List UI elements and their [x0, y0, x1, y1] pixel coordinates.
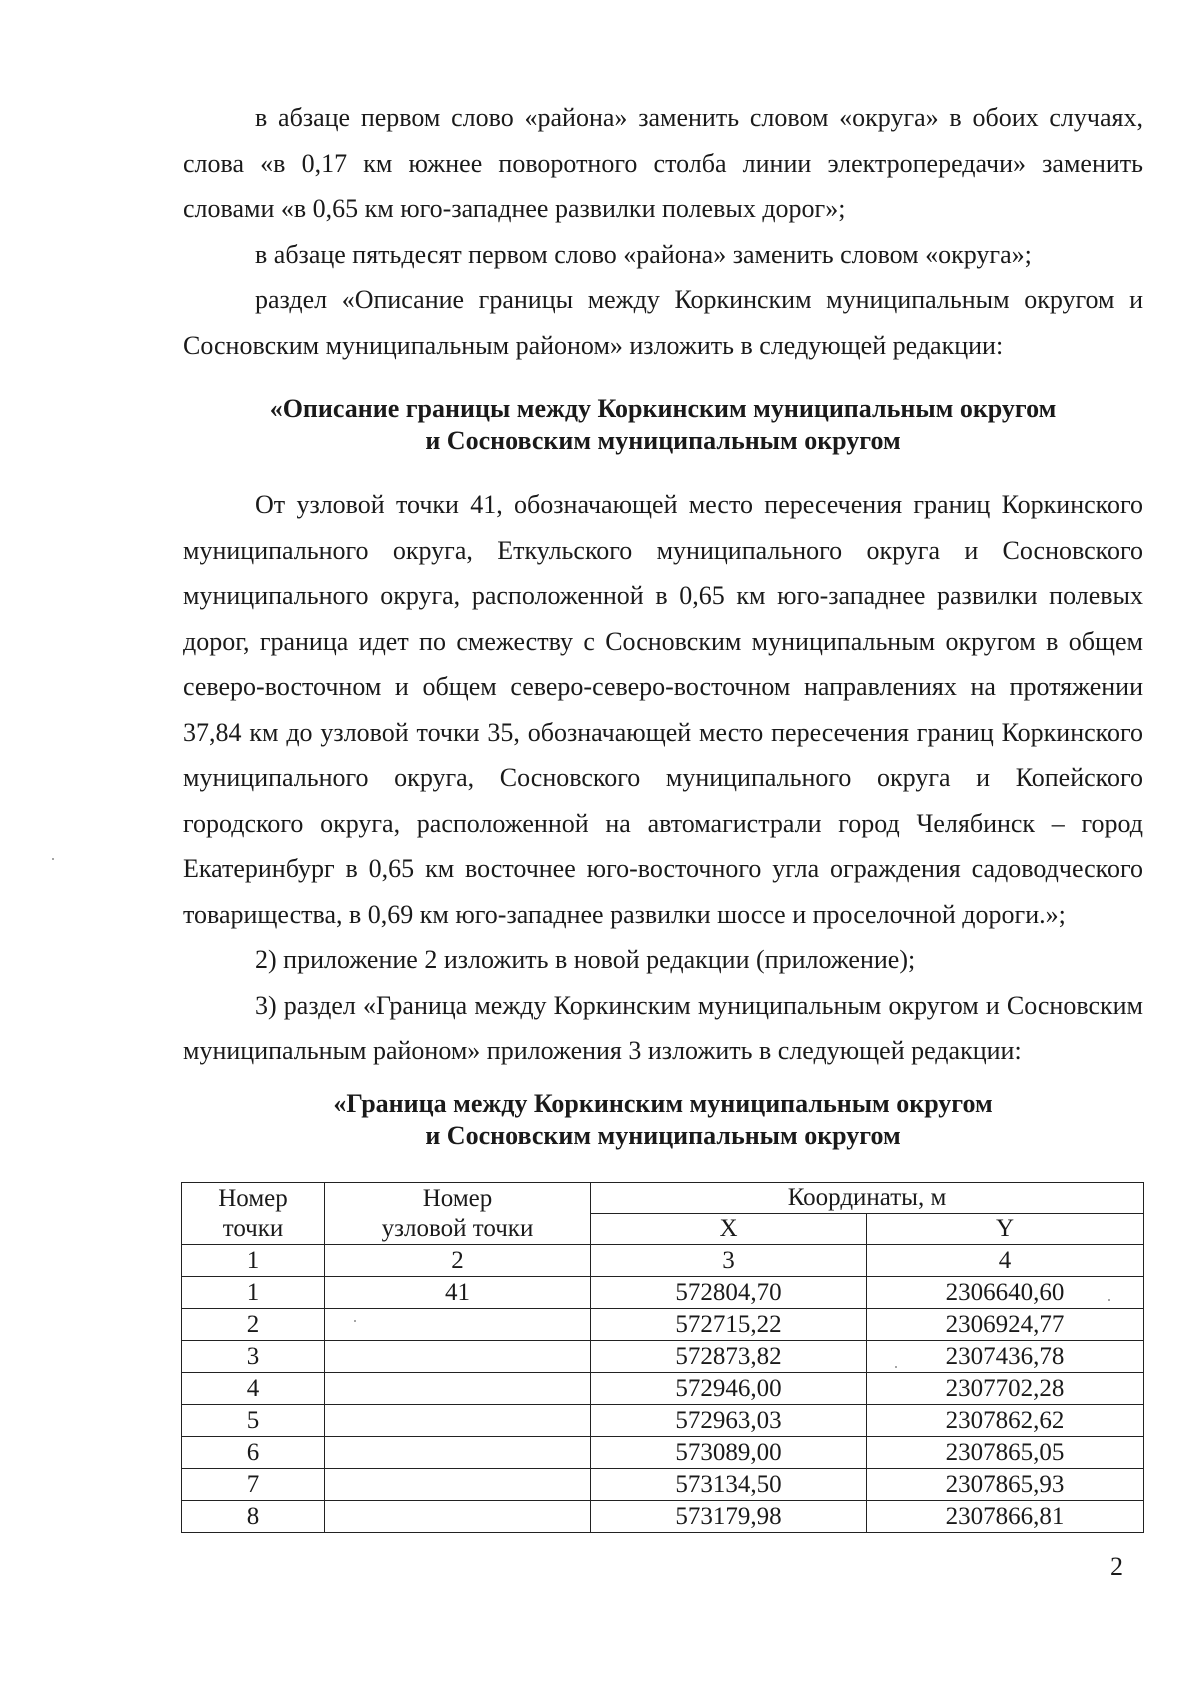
- scan-speck: [52, 858, 54, 860]
- cell-y: 2307865,05: [867, 1437, 1144, 1469]
- cell-node: [325, 1309, 591, 1341]
- table-title: [183, 1088, 1143, 1152]
- table-row: [182, 1405, 1144, 1437]
- table-title-line: и Сосновским муниципальным округом: [425, 1121, 901, 1150]
- header-y: Y: [867, 1214, 1144, 1245]
- cell-x: 573179,98: [591, 1501, 867, 1533]
- cell-node: [325, 1405, 591, 1437]
- column-number: 2: [325, 1245, 591, 1277]
- section-title-line: «Описание границы между Коркинским муниципальным округом: [269, 394, 1057, 423]
- cell-point: 4: [182, 1373, 325, 1405]
- header-text: Номер: [422, 1184, 493, 1212]
- header-text: узловой точки: [381, 1214, 534, 1242]
- cell-x: 572946,00: [591, 1373, 867, 1405]
- text-block-middle: [183, 482, 1143, 1074]
- cell-point: 2: [182, 1309, 325, 1341]
- cell-node: [325, 1437, 591, 1469]
- section-title-line: и Сосновским муниципальным округом: [425, 426, 901, 455]
- header-text: Номер: [218, 1184, 288, 1212]
- table-row: [182, 1437, 1144, 1469]
- cell-y: 2307436,78: [867, 1341, 1144, 1373]
- coordinates-table: [181, 1182, 1144, 1533]
- cell-point: 8: [182, 1501, 325, 1533]
- cell-y: 2307866,81: [867, 1501, 1144, 1533]
- cell-node: 41: [325, 1277, 591, 1309]
- table-title-line: «Граница между Коркинским муниципальным округом: [333, 1089, 993, 1118]
- text-block-top: [183, 95, 1143, 368]
- cell-y: 2306924,77: [867, 1309, 1144, 1341]
- paragraph: в абзаце пятьдесят первом слово «района» заменить словом «округа»;: [255, 239, 1032, 269]
- cell-node: [325, 1501, 591, 1533]
- paragraph: 3) раздел «Граница между Коркинским муниципальным округом и Сосновским муниципальным районом» приложения 3 изложить в следующей редакции:: [183, 990, 1143, 1065]
- cell-point: 3: [182, 1341, 325, 1373]
- header-text: точки: [222, 1214, 284, 1242]
- scan-speck: [1108, 1299, 1110, 1301]
- table-row: [182, 1469, 1144, 1501]
- page-number: 2: [1110, 1552, 1123, 1581]
- header-coordinates: Координаты, м: [591, 1183, 1144, 1214]
- column-number: 1: [182, 1245, 325, 1277]
- cell-y: 2307862,62: [867, 1405, 1144, 1437]
- cell-y: 2306640,60: [867, 1277, 1144, 1309]
- paragraph: в абзаце первом слово «района» заменить словом «округа» в обоих случаях, слова «в 0,17 км южнее поворотного столба линии электропередачи» заменить словами «в 0,65 км юго-западнее развилки полевых дорог»;: [183, 103, 1143, 223]
- scan-speck: [354, 1320, 356, 1322]
- cell-point: 1: [182, 1277, 325, 1309]
- cell-node: [325, 1469, 591, 1501]
- paragraph: От узловой точки 41, обозначающей место пересечения границ Коркинского муниципального округа, Еткульского муниципального округа и Сосновского муниципального округа, расположенной в 0,65 км юго-западнее развилки полевых дорог, граница идет по смежеству с Сосновским муниципальным округом в общем северо-восточном и общем северо-северо-восточном направлениях на протяжении 37,84 км до узловой точки 35, обозначающей место пересечения границ Коркинского муниципального округа, Сосновского муниципального округа и Копейского городского округа, расположенной на автомагистрали город Челябинск – город Екатеринбург в 0,65 км восточнее юго-восточного угла ограждения садоводческого товарищества, в 0,69 км юго-западнее развилки шоссе и проселочной дороги.»;: [183, 490, 1143, 929]
- cell-x: 573089,00: [591, 1437, 867, 1469]
- table-row: [182, 1341, 1144, 1373]
- header-node-number: [325, 1183, 591, 1245]
- table-row: [182, 1373, 1144, 1405]
- column-number: 4: [867, 1245, 1144, 1277]
- table-row: [182, 1277, 1144, 1309]
- cell-y: 2307865,93: [867, 1469, 1144, 1501]
- cell-x: 572963,03: [591, 1405, 867, 1437]
- header-point-number: [182, 1183, 325, 1245]
- section-title: [183, 393, 1143, 457]
- cell-node: [325, 1373, 591, 1405]
- table-row: [182, 1309, 1144, 1341]
- cell-x: 572873,82: [591, 1341, 867, 1373]
- cell-y: 2307702,28: [867, 1373, 1144, 1405]
- table-row: [182, 1501, 1144, 1533]
- column-number: 3: [591, 1245, 867, 1277]
- scan-speck: [895, 1366, 897, 1368]
- cell-x: 573134,50: [591, 1469, 867, 1501]
- cell-point: 5: [182, 1405, 325, 1437]
- cell-x: 572715,22: [591, 1309, 867, 1341]
- paragraph: раздел «Описание границы между Коркинским муниципальным округом и Сосновским муниципальным районом» изложить в следующей редакции:: [183, 285, 1143, 360]
- header-x: X: [591, 1214, 867, 1245]
- cell-node: [325, 1341, 591, 1373]
- cell-x: 572804,70: [591, 1277, 867, 1309]
- cell-point: 6: [182, 1437, 325, 1469]
- paragraph: 2) приложение 2 изложить в новой редакции (приложение);: [255, 945, 916, 974]
- cell-point: 7: [182, 1469, 325, 1501]
